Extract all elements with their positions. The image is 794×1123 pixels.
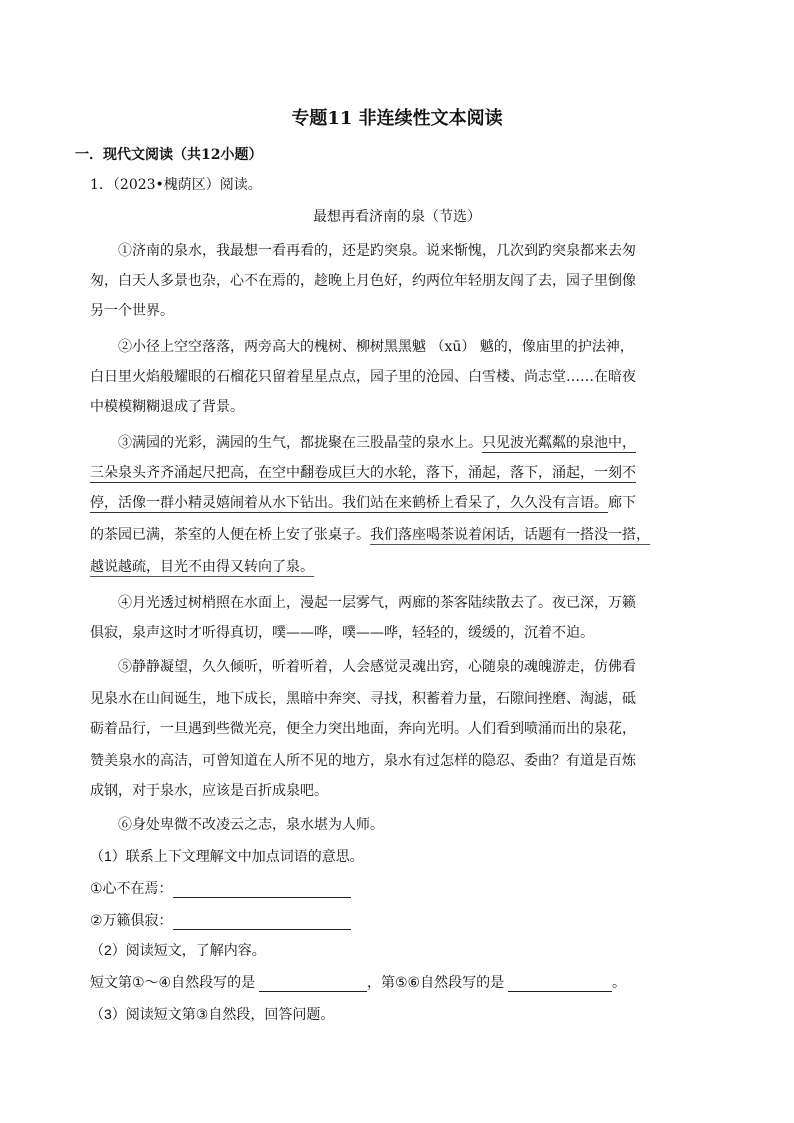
question-1b: [90, 910, 351, 930]
passage-title: 最想再看济南的泉（节选）: [313, 209, 481, 225]
paragraph-4-line-1: ④月光透过树梢照在水面上，漫起一层雾气，两廊的茶客陆续散去了。夜已深，万籁: [118, 595, 636, 611]
paragraph-3-text: 廊下: [608, 495, 636, 511]
paragraph-3-text: ③满园的光彩，满园的生气，都拢聚在三股晶莹的泉水上。: [118, 435, 482, 451]
question-1a: [90, 878, 351, 898]
paragraph-1-line-2: 匆，白天人多景也杂，心不在焉的，趁晚上月色好，约两位年轻朋友闯了去，园子里倒像: [90, 273, 636, 289]
paragraph-3-line-4: [90, 524, 650, 544]
paragraph-6-line-1: ⑥身处卑微不改凌云之志，泉水堪为人师。: [118, 817, 384, 833]
section-heading: 一．现代文阅读（共12小题）: [75, 147, 263, 163]
paragraph-2-line-3: 中模模糊糊退成了背景。: [90, 399, 244, 415]
underlined-sentence: 只见波光粼粼的泉池中，: [482, 435, 636, 451]
paragraph-3-text: 的茶园已满，茶室的人便在桥上安了张桌子。: [90, 527, 370, 543]
paragraph-5-line-5: 成钢，对于泉水，应该是百折成泉吧。: [90, 783, 328, 799]
paragraph-3-line-5: [90, 556, 314, 576]
question-2-text-start: 短文第①～④自然段写的是: [90, 974, 256, 990]
answer-blank-1b[interactable]: [173, 915, 351, 930]
question-1-prompt: （1）联系上下文理解文中加点词语的意思。: [90, 848, 364, 864]
paragraph-3-line-3: [90, 492, 636, 512]
paragraph-2-line-1: ②小径上空空落落，两旁高大的槐树、柳树黑黑魆 （xū） 魆的，像庙里的护法神，: [118, 339, 634, 355]
wavy-underlined-sentence: 越说越疏，目光不由得又转向了泉。: [90, 559, 314, 575]
paragraph-5-line-4: 赞美泉水的高洁，可曾知道在人所不见的地方，泉水有过怎样的隐忍、委曲？有道是百炼: [90, 753, 636, 769]
question-header: 1．（2023•槐荫区）阅读。: [90, 177, 262, 193]
paragraph-5-line-2: 见泉水在山间诞生，地下成长，黑暗中奔突、寻找，积蓄着力量，石隙间挫磨、淘滤，砥: [90, 691, 636, 707]
answer-blank-1a[interactable]: [173, 883, 351, 898]
page-title: 专题11 非连续性文本阅读: [291, 108, 503, 129]
question-2-prompt: （2）阅读短文，了解内容。: [90, 942, 266, 958]
paragraph-3-line-2: [90, 462, 636, 482]
answer-blank-2a[interactable]: [259, 977, 367, 992]
paragraph-1-line-3: 另一个世界。: [90, 303, 174, 319]
underlined-sentence: 停，活像一群小精灵嬉闹着从水下钻出。我们站在来鹤桥上看呆了，久久没有言语。: [90, 495, 608, 511]
paragraph-4-line-2: 俱寂，泉声这时才听得真切，噗——哗，噗——哗，轻轻的，缓缓的，沉着不迫。: [90, 625, 594, 641]
question-3-prompt: （3）阅读短文第③自然段，回答问题。: [90, 1006, 335, 1022]
paragraph-1-line-1: ①济南的泉水，我最想一看再看的，还是趵突泉。说来惭愧，几次到趵突泉都来去匆: [118, 243, 636, 259]
paragraph-2-line-2: 白日里火焰般耀眼的石榴花只留着星星点点，园子里的沧园、白雪楼、尚志堂……在暗夜: [90, 369, 636, 385]
question-1b-label: ②万籁俱寂：: [90, 912, 173, 928]
paragraph-3-line-1: [118, 432, 636, 452]
question-2-line: [90, 972, 626, 992]
question-2-text-mid: ，第⑤⑥自然段写的是: [367, 974, 505, 990]
underlined-sentence: 三朵泉头齐齐涌起尺把高，在空中翻卷成巨大的水轮，落下，涌起，落下，涌起，一刻不: [90, 465, 636, 481]
wavy-underlined-sentence: 我们落座喝茶说着闲话，话题有一搭没一搭，: [370, 527, 650, 543]
question-2-text-end: 。: [612, 974, 626, 990]
question-1a-label: ①心不在焉：: [90, 880, 173, 896]
paragraph-5-line-1: ⑤静静凝望，久久倾听，听着听着，人会感觉灵魂出窍，心随泉的魂魄游走，仿佛看: [118, 659, 636, 675]
answer-blank-2b[interactable]: [508, 977, 612, 992]
paragraph-5-line-3: 砺着品行，一旦遇到些微光亮，便全力突出地面，奔向光明。人们看到喷涌而出的泉花，: [90, 721, 636, 737]
